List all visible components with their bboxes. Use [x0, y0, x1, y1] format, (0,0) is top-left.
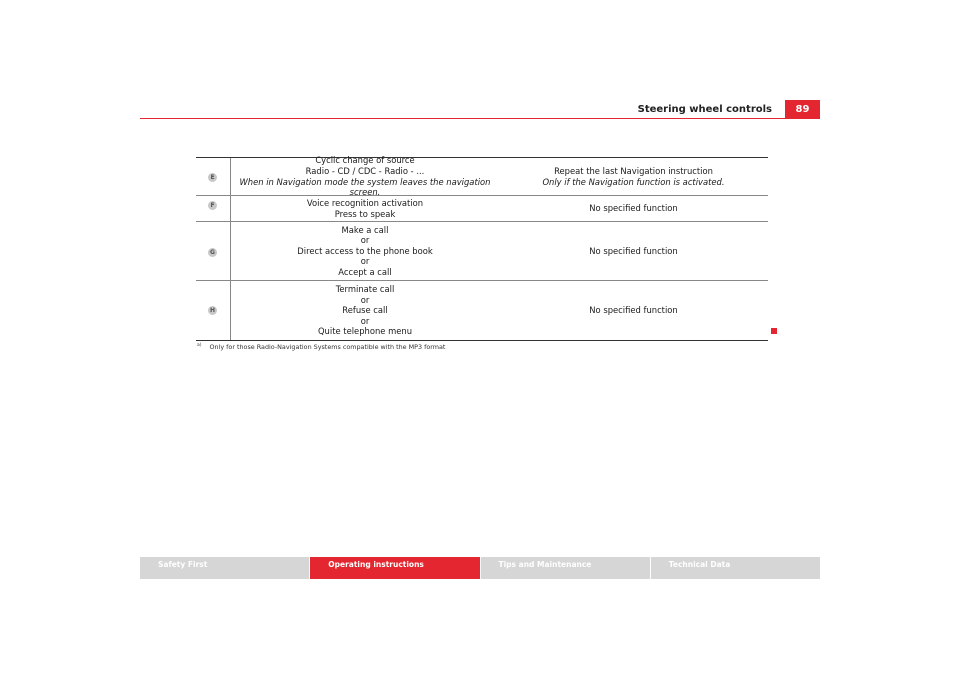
function-line: Accept a call: [338, 266, 392, 277]
function-cell: [231, 281, 499, 340]
header-divider: [140, 118, 820, 119]
function-note: When in Navigation mode the system leaves the navigation screen.: [239, 176, 491, 198]
row-key-cell: [196, 158, 231, 195]
function-line: Press to speak: [334, 208, 396, 219]
nav-function-line: No specified function: [589, 245, 678, 256]
key-badge-e: E: [208, 173, 217, 182]
table-row: [196, 222, 768, 281]
function-line: Radio - CD / CDC - Radio - ...: [305, 165, 425, 176]
function-cell: [231, 222, 499, 280]
footer-tab-technical-data[interactable]: Technical Data: [651, 557, 820, 579]
footer-tab-tips-and-maintenance[interactable]: Tips and Maintenance: [481, 557, 650, 579]
nav-function-cell: [499, 158, 768, 195]
table-row: [196, 155, 768, 198]
nav-function-cell: [499, 196, 768, 221]
footer-tab-operating-instructions[interactable]: Operating instructions: [310, 557, 479, 579]
page-header-title: Steering wheel controls: [637, 104, 772, 115]
function-line: Quite telephone menu: [317, 326, 413, 337]
nav-function-cell: [499, 281, 768, 340]
function-cell: [231, 196, 499, 221]
function-line: Make a call: [341, 224, 389, 235]
function-line: or: [360, 256, 370, 267]
footnote: [197, 343, 445, 351]
footer-nav: [140, 557, 820, 579]
key-badge-f: F: [208, 201, 217, 210]
function-line: Direct access to the phone book: [297, 245, 433, 256]
section-end-marker: [771, 328, 777, 334]
row-key-cell: [196, 222, 231, 280]
nav-function-cell: [499, 222, 768, 280]
function-cell: [231, 155, 499, 198]
nav-function-line: No specified function: [589, 203, 678, 214]
page-number: 89: [785, 100, 820, 119]
function-line: or: [360, 294, 370, 305]
footnote-marker: a): [197, 343, 202, 348]
function-line: Cyclic change of source: [315, 155, 415, 166]
function-line: or: [360, 315, 370, 326]
footnote-text: Only for those Radio-Navigation Systems compatible with the MP3 format: [209, 343, 446, 352]
nav-function-line: No specified function: [589, 305, 678, 316]
table-row: [196, 196, 768, 222]
function-line: Refuse call: [342, 305, 388, 316]
function-line: or: [360, 235, 370, 246]
nav-function-note: Only if the Navigation function is activated.: [542, 176, 725, 187]
table-row: [196, 281, 768, 340]
controls-table: [196, 157, 768, 341]
nav-function-line: Repeat the last Navigation instruction: [554, 165, 713, 176]
key-badge-h: H: [209, 307, 216, 314]
row-key-cell: [196, 281, 231, 340]
key-badge-g: G: [208, 248, 217, 257]
function-line: Voice recognition activation: [306, 197, 424, 208]
function-line: Terminate call: [335, 284, 395, 295]
footer-tab-safety-first[interactable]: Safety First: [140, 557, 309, 579]
row-key-cell: [196, 196, 231, 221]
